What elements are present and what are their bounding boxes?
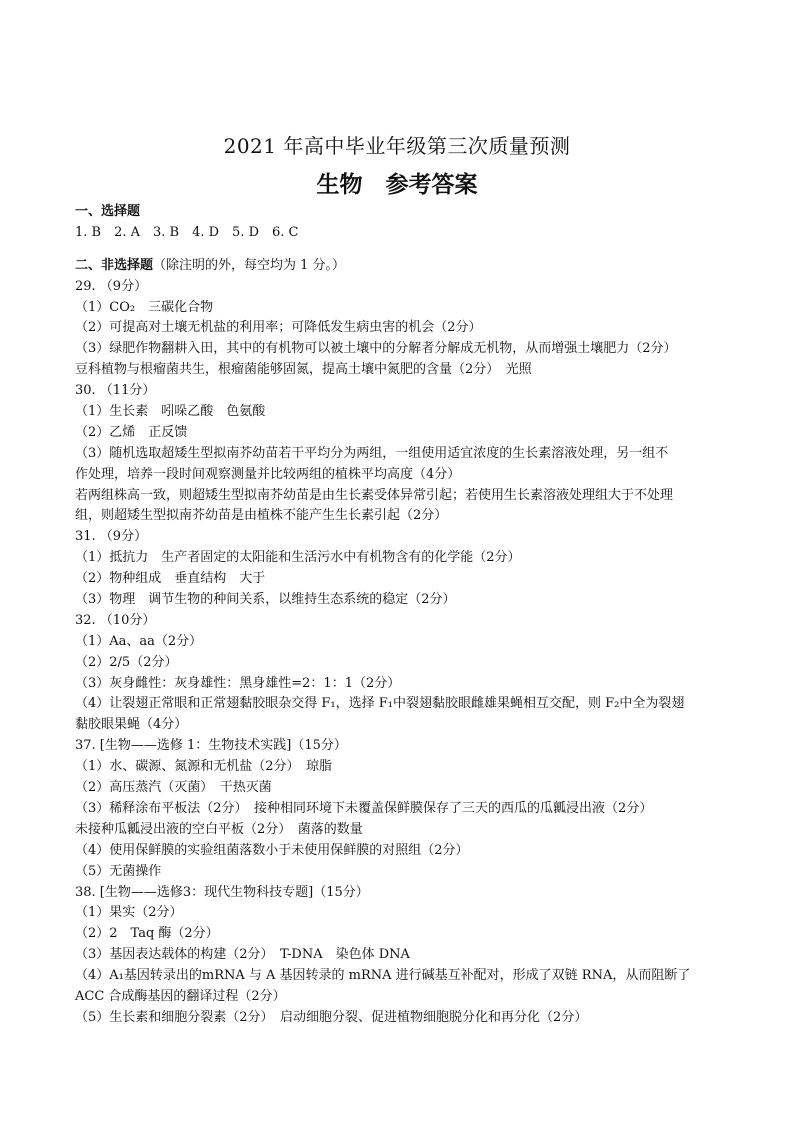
answer-line: （2）乙烯 正反馈 bbox=[75, 424, 188, 440]
answer-line: （5）生长素和细胞分裂素（2分） 启动细胞分裂、促进植物细胞脱分化和再分化（2分） bbox=[75, 1009, 588, 1025]
answer-line: （3）基因表达载体的构建（2分） T-DNA 染色体 DNA bbox=[75, 947, 410, 963]
answer-line: （2）2 Taq 酶（2分） bbox=[75, 926, 219, 942]
answer-line: （2）2/5（2分） bbox=[75, 654, 178, 670]
answer-line: （3）物理 调节生物的种间关系，以维持生态系统的稳定（2分） bbox=[75, 592, 456, 608]
answer-line: 29. （9分） bbox=[75, 278, 148, 294]
answer-line: 豆科植物与根瘤菌共生，根瘤菌能够固氮，提高土壤中氮肥的含量（2分） 光照 bbox=[75, 362, 532, 378]
answer-line: （3）灰身雌性：灰身雄性：黑身雄性=2：1：1（2分） bbox=[75, 675, 401, 691]
answer-line: 作处理，培养一段时间观察测量并比较两组的植株平均高度（4分） bbox=[75, 466, 461, 482]
section-heading-choice: 一、选择题 bbox=[75, 204, 141, 219]
answer-line: 31. （9分） bbox=[75, 529, 148, 545]
answer-body bbox=[75, 202, 725, 1029]
answer-line: （2）物种组成 垂直结构 大于 bbox=[75, 571, 266, 587]
answer-line: （5）无菌操作 bbox=[75, 863, 162, 879]
answer-line: （3）绿肥作物翻耕入田，其中的有机物可以被土壤中的分解者分解成无机物，从而增强土壤肥力（2分） bbox=[75, 341, 677, 357]
answer-line: 32. （10分） bbox=[75, 612, 156, 628]
section-heading-nonchoice: 二、非选择题 bbox=[75, 257, 154, 273]
page-subtitle: 生物 参考答案 bbox=[316, 171, 478, 198]
page-title: 2021 年高中毕业年级第三次质量预测 bbox=[223, 134, 571, 158]
answer-line: （1）水、碳源、氮源和无机盐（2分） 琼脂 bbox=[75, 759, 333, 775]
answer-line: （3）稀释涂布平板法（2分） 接种相同环境下未覆盖保鲜膜保存了三天的西瓜的瓜瓤浸出液（2分） bbox=[75, 800, 653, 816]
answer-line: （4）A₁基因转录出的mRNA 与 A 基因转录的 mRNA 进行碱基互补配对，形成了双链 RNA，从而阻断了 bbox=[75, 968, 691, 984]
answer-line: （1）生长素 吲哚乙酸 色氨酸 bbox=[75, 404, 266, 420]
answer-line: （1）抵抗力 生产者固定的太阳能和生活污水中有机物含有的化学能（2分） bbox=[75, 550, 521, 566]
section-note: （除注明的外，每空均为 1 分。） bbox=[153, 257, 346, 273]
answer-line: 若两组株高一致，则超矮生型拟南芥幼苗是由生长素受体异常引起；若使用生长素溶液处理组大于不处理 bbox=[75, 487, 674, 503]
answer-line: （4）让裂翅正常眼和正常翅黏胶眼杂交得 F₁，选择 F₁中裂翅黏胶眼雌雄果蝇相互交配，则 F₂中全为裂翅 bbox=[75, 696, 685, 712]
answer-line: （1）Aa、aa（2分） bbox=[75, 633, 203, 649]
answer-line: （1）果实（2分） bbox=[75, 905, 183, 921]
answer-line: （2）高压蒸汽（灭菌） 干热灭菌 bbox=[75, 780, 272, 796]
answer-line: （1）CO₂ 三碳化合物 bbox=[75, 299, 214, 315]
section-heading-nonchoice-row bbox=[75, 256, 725, 277]
answer-line: 组，则超矮生型拟南芥幼苗是由植株不能产生生长素引起（2分） bbox=[75, 508, 448, 524]
answer-line: 未接种瓜瓤浸出液的空白平板（2分） 菌落的数量 bbox=[75, 821, 363, 837]
answer-line: 37. [生物——选修 1：生物技术实践]（15分） bbox=[75, 738, 347, 754]
answer-line: 30. （11分） bbox=[75, 383, 156, 399]
answer-line: （2）可提高对土壤无机盐的利用率；可降低发生病虫害的机会（2分） bbox=[75, 320, 482, 336]
answer-lines bbox=[75, 277, 725, 1029]
answer-line: 黏胶眼果蝇（4分） bbox=[75, 717, 188, 733]
answer-line: 38. [生物——选修3：现代生物科技专题]（15分） bbox=[75, 884, 369, 900]
answer-line: （3）随机选取超矮生型拟南芥幼苗若干平均分为两组，一组使用适宜浓度的生长素溶液处理，另一组不 bbox=[75, 445, 669, 461]
answer-line: （4）使用保鲜膜的实验组菌落数小于未使用保鲜膜的对照组（2分） bbox=[75, 842, 469, 858]
answer-line: ACC 合成酶基因的翻译过程（2分） bbox=[75, 988, 286, 1004]
choice-answers: 1. B 2. A 3. B 4. D 5. D 6. C bbox=[75, 224, 299, 240]
